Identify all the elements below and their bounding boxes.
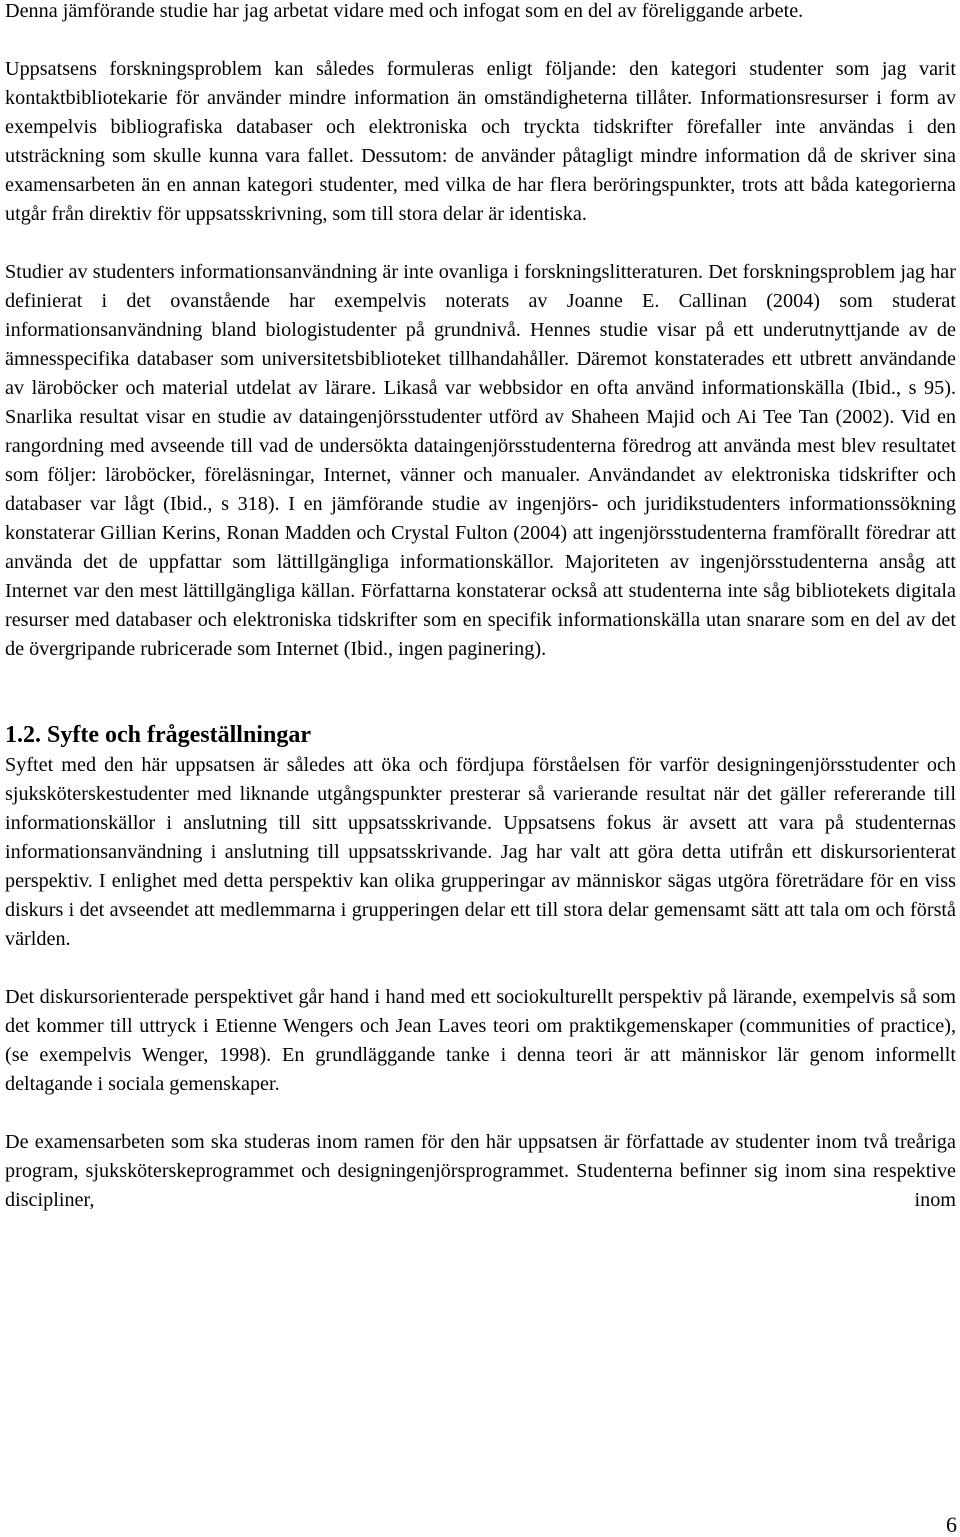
paragraph-previous-studies: Studier av studenters informationsanvändning är inte ovanliga i forskningslitteraturen. Det forskningsproblem jag har definierat i det ovanstående har exempelvis noterats av Joanne E. Callinan (2004) som studerat informationsanvändning bland biologistudenter på grundnivå. Hennes studie visar på ett underutnyttjande av de ämnesspecifika databaser som universitetsbiblioteket tillhandahåller. Däremot konstaterades ett utbrett användande av läroböcker och material utdelat av lärare. Likaså var webbsidor en ofta använd informationskälla (Ibid., s 95). Snarlika resultat visar en studie av dataingenjörsstudenter utförd av Shaheen Majid och Ai Tee Tan (2002). Vid en rangordning med avseende till vad de undersökta dataingenjörsstudenterna föredrog att använda mest blev resultatet som följer: läroböcker, föreläsningar, Internet, vänner och manualer. Användandet av elektroniska tidskrifter och databaser var lågt (Ibid., s 318). I en jämförande studie av ingenjörs- och juridikstudenters informationssökning konstaterar Gillian Kerins, Ronan Madden och Crystal Fulton (2004) att ingenjörsstudenterna framförallt föredrar att använda det de uppfattar som lättillgängliga informationskällor. Majoriteten av ingenjörsstudenterna ansåg att Internet var den mest lättillgängliga källan. Författarna konstaterar också att studenterna inte såg bibliotekets digitala resurser med databaser och elektroniska tidskrifter som en specifik informationskälla utan snarare som en del av det de övergripande rubricerade som Internet (Ibid., ingen paginering).: [5, 261, 956, 660]
paragraph-spacer: [5, 1099, 956, 1128]
paragraph-spacer: [5, 229, 956, 258]
paragraph-study-material: De examensarbeten som ska studeras inom ramen för den här uppsatsen är författade av studenter inom två treåriga program, sjuksköterskeprogrammet och designingenjörsprogrammet. Studenterna befinner sig inom sina respektive discipliner, inom: [5, 1131, 956, 1211]
paragraph-purpose: Syftet med den här uppsatsen är således att öka och fördjupa förståelsen för varför designingenjörsstudenter och sjuksköterskestudenter med liknande utgångspunkter presterar så varierande resultat när det gäller refererande till informationskällor i anslutning till sitt uppsatsskrivande. Uppsatsens fokus är avsett att vara på studenternas informationsanvändning i anslutning till uppsatsskrivande. Jag har valt att göra detta utifrån ett diskursorienterat perspektiv. I enlighet med detta perspektiv kan olika grupperingar av människor sägas utgöra företrädare för en viss diskurs i det avseendet att medlemmarna i grupperingen delar ett till stora delar gemensamt sätt att tala om och förstå världen.: [5, 754, 956, 950]
section-heading: 1.2. Syfte och frågeställningar: [5, 722, 311, 748]
paragraph-research-problem: Uppsatsens forskningsproblem kan således formuleras enligt följande: den kategori studenter som jag varit kontaktbibliotekarie för använder mindre information än omständigheterna tillåter. Informationsresurser i form av exempelvis bibliografiska databaser och elektroniska och tryckta tidskrifter förefaller inte användas i den utsträckning som skulle kunna vara fallet. Dessutom: de använder påtagligt mindre information då de skriver sina examensarbeten än en annan kategori studenter, med vilka de har flera beröringspunkter, trots att båda kategorierna utgår från direktiv för uppsatsskrivning, som till stora delar är identiska.: [5, 58, 956, 225]
document-page: [5, 0, 956, 1215]
paragraph-discourse-perspective: Det diskursorienterade perspektivet går hand i hand med ett sociokulturellt perspektiv på lärande, exempelvis så som det kommer till uttryck i Etienne Wengers och Jean Laves teori om praktikgemenskaper (communities of practice), (se exempelvis Wenger, 1998). En grundläggande tanke i denna teori är att människor lär genom informellt deltagande i sociala gemenskaper.: [5, 986, 956, 1095]
page-number: 6: [946, 1512, 957, 1537]
paragraph-spacer: [5, 26, 956, 55]
paragraph-intro: Denna jämförande studie har jag arbetat vidare med och infogat som en del av föreliggande arbete.: [5, 0, 804, 22]
section-spacer: [5, 664, 956, 719]
paragraph-spacer: [5, 954, 956, 983]
